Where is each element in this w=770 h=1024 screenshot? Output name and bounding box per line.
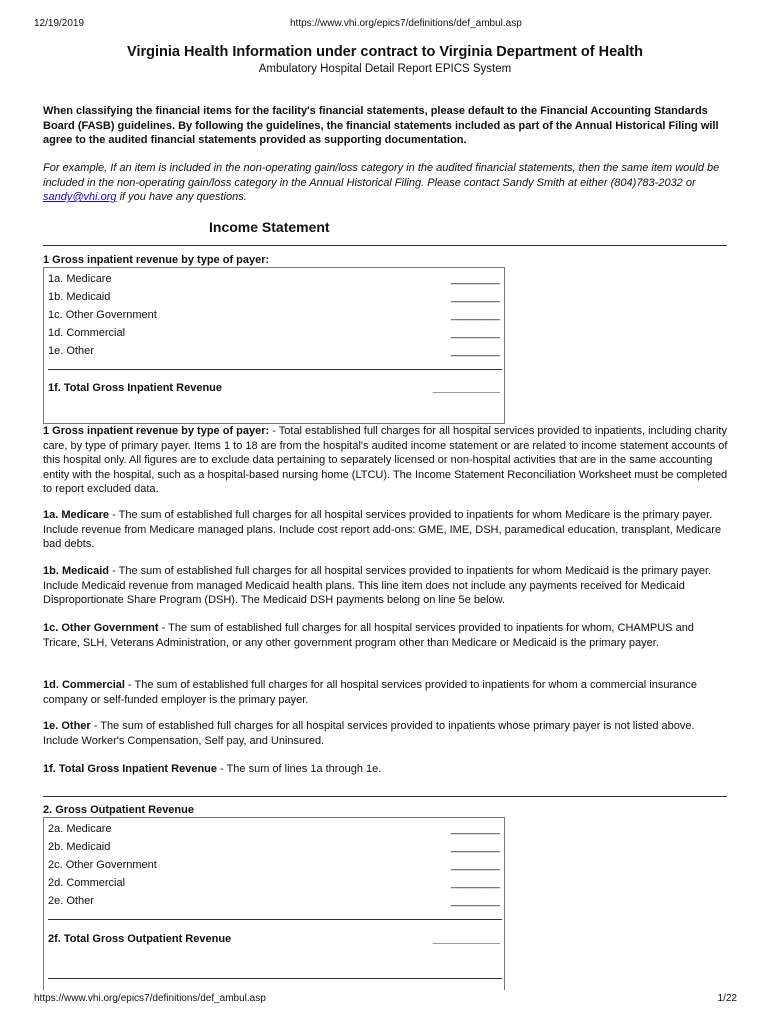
form-row [48,291,500,305]
total-row-field[interactable]: ___________ [432,382,500,394]
definition-term: 1 Gross inpatient revenue by type of payer: [43,425,270,437]
definition-term: 1e. Other [43,720,91,732]
form-row [48,327,500,341]
definition-text: - The sum of established full charges for all hospital services provided to inpatients for whom a commercial insurance company or self-funded employer is the primary payer. [43,679,697,706]
example-text: For example, If an item is included in the non-operating gain/loss category in the audited financial statements, then the same item would be included in the non-operating gain/loss category in the Annual Historical Filing. Please contact Sandy Smith at either (804)783-2032 or [43,162,720,189]
definition-paragraph [43,678,733,707]
form-row-field[interactable]: ________ [451,327,500,339]
footer-url: https://www.vhi.org/epics7/definitions/def_ambul.asp [34,993,266,1004]
definition-paragraph [43,508,733,552]
form-row-label: 1e. Other [48,345,94,357]
definition-term: 1c. Other Government [43,622,159,634]
section-divider [43,245,727,246]
bottom-divider [48,978,502,979]
form-row-label: 2d. Commercial [48,877,126,889]
definition-text: - The sum of lines 1a through 1e. [217,763,382,775]
form-row-label: 2c. Other Government [48,859,157,871]
form-row [48,895,500,909]
form-row [48,841,500,855]
email-link[interactable]: sandy@vhi.org [43,191,117,203]
total-row-label: 2f. Total Gross Outpatient Revenue [48,933,232,945]
total-row-field[interactable]: ___________ [432,933,500,945]
definition-paragraph [43,719,733,748]
section2-form-box [43,817,505,990]
definition-text: - Total established full charges for all hospital services provided to inpatients, including charity care, by type of primary payer. Items 1 to 18 are from the hospital's audited income statement or are related to income statement accounts of this hospital only. All figures are to exclude data pertaining to separately licensed or non-hospital activities that are in the same accounting entity with the hospital, such as a hospital-based nursing home (LTCU). The Income Statement Reconciliation Worksheet must be completed to report excluded data. [43,425,728,495]
definition-paragraph [43,762,733,777]
form-row-field[interactable]: ________ [451,859,500,871]
form-row-label: 1c. Other Government [48,309,157,321]
total-divider [48,369,502,370]
form-row-label: 2e. Other [48,895,94,907]
total-row [48,933,500,947]
example-text-end: if you have any questions. [116,191,247,203]
definition-paragraph [43,621,733,650]
example-paragraph [43,161,733,205]
form-row [48,273,500,287]
definition-term: 1d. Commercial [43,679,125,691]
definition-text: - The sum of established full charges for all hospital services provided to inpatients for whom, CHAMPUS and Tricare, SLH, Veterans Administration, or any other government program other than Medicare or Medicaid is the primary payer. [43,622,694,649]
form-row [48,877,500,891]
form-row-label: 1b. Medicaid [48,291,111,303]
definition-text: - The sum of established full charges for all hospital services provided to inpatients for whom Medicare is the primary payer. Include revenue from Medicare managed plans. Include cost report add-ons: GME, IME, DSH, paramedical education, transplant, Medicare bad debts. [43,509,722,550]
page-number: 1/22 [717,993,737,1004]
definition-term: 1a. Medicare [43,509,110,521]
definition-text: - The sum of established full charges for all hospital services provided to inpatients whose primary payer is not listed above. Include Worker's Compensation, Self pay, and Uninsured. [43,720,695,747]
form-row-label: 1d. Commercial [48,327,126,339]
print-date: 12/19/2019 [34,18,85,29]
form-row [48,345,500,359]
definition-paragraph [43,424,733,497]
form-row-field[interactable]: ________ [451,273,500,285]
definition-text: - The sum of established full charges for all hospital services provided to inpatients for whom Medicaid is the primary payer. Include Medicaid revenue from managed Medicaid health plans. This line item does not include any payments received for Medicaid Disproportionate Share Program (DSH). The Medicaid DSH payments belong on line 5e below. [43,565,712,606]
page-title: Virginia Health Information under contract to Virginia Department of Health [127,44,643,60]
form-row-field[interactable]: ________ [451,823,500,835]
print-url: https://www.vhi.org/epics7/definitions/def_ambul.asp [290,18,522,29]
form-row-field[interactable]: ________ [451,345,500,357]
form-row-field[interactable]: ________ [451,309,500,321]
section-title: Income Statement [209,219,330,235]
definition-term: 1b. Medicaid [43,565,110,577]
definition-term: 1f. Total Gross Inpatient Revenue [43,763,217,775]
definition-paragraph [43,564,733,608]
page-subtitle: Ambulatory Hospital Detail Report EPICS System [258,63,512,75]
form-row-field[interactable]: ________ [451,841,500,853]
form-row [48,309,500,323]
section2-label: 2. Gross Outpatient Revenue [43,804,194,816]
form-row-label: 1a. Medicare [48,273,112,285]
total-divider [48,919,502,920]
form-row-field[interactable]: ________ [451,291,500,303]
form-row-label: 2b. Medicaid [48,841,111,853]
section2-divider [43,796,727,797]
total-row-label: 1f. Total Gross Inpatient Revenue [48,382,222,394]
form-row-label: 2a. Medicare [48,823,112,835]
form-row-field[interactable]: ________ [451,877,500,889]
form-row [48,823,500,837]
section1-label: 1 Gross inpatient revenue by type of payer: [43,254,270,266]
section1-form-box [43,267,505,424]
total-row [48,382,500,396]
form-row-field[interactable]: ________ [451,895,500,907]
intro-paragraph: When classifying the financial items for the facility's financial statements, please default to the Financial Accounting Standards Board (FASB) guidelines. By following the guidelines, the financial statements included as part of the Annual Historical Filing will agree to the audited financial statements provided as supporting documentation. [43,105,719,146]
form-row [48,859,500,873]
